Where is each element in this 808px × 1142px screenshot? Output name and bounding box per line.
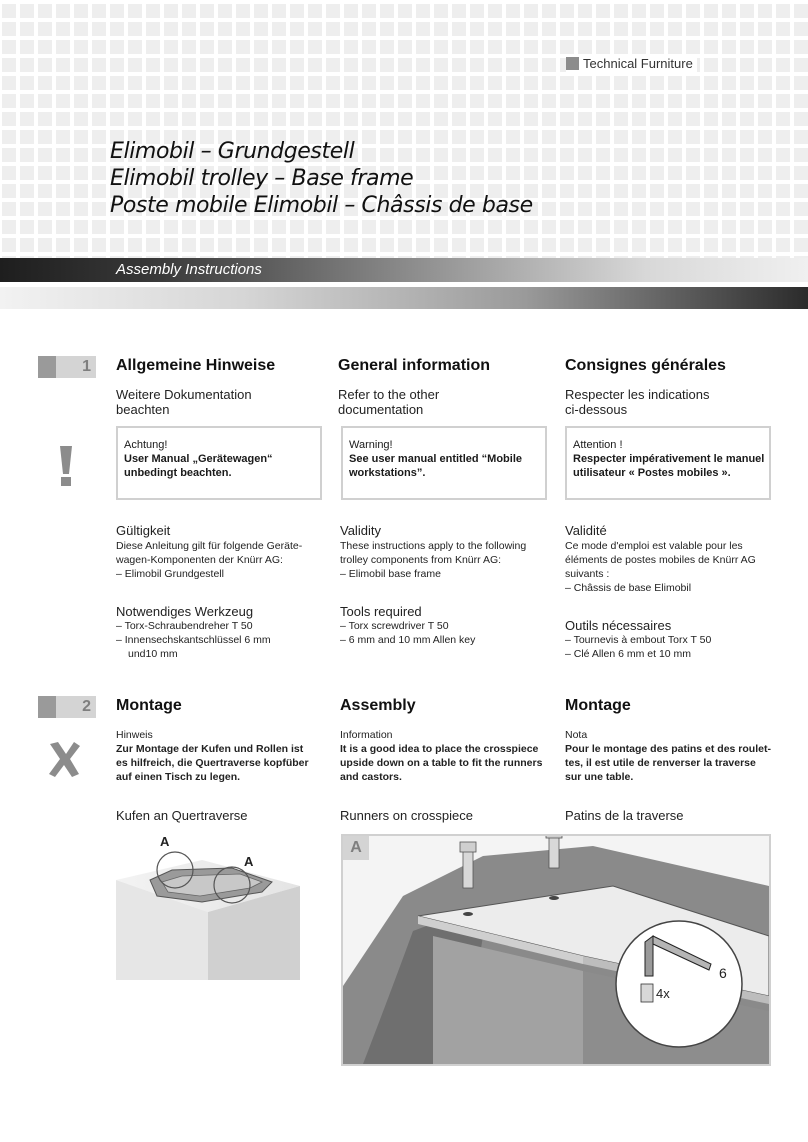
heading-fr-1: Consignes générales	[565, 357, 726, 374]
title-en: Elimobil trolley – Base frame	[110, 166, 414, 191]
heading-en-2: Assembly	[340, 697, 416, 714]
overview-label-a2: A	[244, 854, 254, 869]
validity-item-fr: – Châssis de base Elimobil	[565, 582, 692, 594]
document-titles	[110, 138, 533, 219]
validity-item-en: – Elimobil base frame	[340, 568, 441, 580]
section-number-1-text: 1	[82, 358, 91, 375]
note-text-fr: Pour le montage des patins et des roulet-tes, il est utile de renverser la traverse sur une table.	[565, 743, 771, 783]
validity-block-en	[340, 539, 540, 581]
warning-text-en: See user manual entitled “Mobile workstations”.	[349, 453, 522, 479]
caption-fr: Patins de la traverse	[565, 808, 684, 823]
callout-size: 6	[719, 965, 727, 981]
validity-title-fr: Validité	[565, 523, 607, 538]
caption-de: Kufen an Quertraverse	[116, 808, 248, 823]
note-de	[116, 728, 316, 784]
tools-item-en-1: – Torx screwdriver T 50	[340, 620, 449, 632]
overview-illustration	[112, 830, 302, 980]
tools-item-en-2: – 6 mm and 10 mm Allen key	[340, 634, 476, 646]
warning-label-en: Warning!	[349, 439, 393, 451]
validity-text-en: These instructions apply to the following trolley components from Knürr AG:	[340, 540, 527, 566]
validity-item-de: – Elimobil Grundgestell	[116, 568, 224, 580]
overview-label-a1: A	[160, 834, 170, 849]
callout-qty: 4x	[656, 986, 670, 1001]
warning-text-fr: Respecter impérativement le manuel utilisateur « Postes mobiles ».	[573, 453, 765, 479]
detail-figure-a	[341, 834, 771, 1066]
note-fr	[565, 728, 775, 784]
warning-box-en	[341, 426, 547, 500]
band-label: Assembly Instructions	[116, 261, 262, 278]
tools-list-en	[340, 619, 550, 647]
tools-item-fr-1: – Tournevis à embout Torx T 50	[565, 634, 712, 646]
tools-title-de: Notwendiges Werkzeug	[116, 604, 254, 619]
title-fr: Poste mobile Elimobil – Châssis de base	[110, 193, 533, 218]
note-en	[340, 728, 545, 784]
gradient-band	[0, 287, 808, 309]
detail-tag: A	[343, 836, 369, 860]
tools-title-fr: Outils nécessaires	[565, 618, 672, 633]
tools-title-en: Tools required	[340, 604, 422, 619]
tools-list-de	[116, 619, 286, 661]
tools-item-de-1: – Torx-Schraubendreher T 50	[116, 620, 253, 632]
note-label-de: Hinweis	[116, 729, 153, 741]
assembly-instructions-band	[0, 258, 808, 282]
warning-box-fr	[565, 426, 771, 500]
tools-list-fr	[565, 633, 775, 661]
sub-fr-1: Respecter les indications ci-dessous	[565, 387, 710, 417]
validity-block-de	[116, 539, 316, 581]
brand-text: Technical Furniture	[583, 56, 693, 71]
note-text-de: Zur Montage der Kufen und Rollen ist es hilfreich, die Quertraverse kopfüber auf einen Tisch zu legen.	[116, 743, 309, 783]
sub-en-1: Refer to the other documentation	[338, 387, 440, 417]
cross-icon	[46, 740, 82, 778]
tools-item-de-2: – Innensechskantschlüssel 6 mm und10 mm	[116, 634, 271, 660]
warning-box-de	[116, 426, 322, 500]
tools-item-fr-2: – Clé Allen 6 mm et 10 mm	[565, 648, 692, 660]
validity-block-fr	[565, 539, 765, 595]
note-text-en: It is a good idea to place the crosspiece upside down on a table to fit the runners and castors.	[340, 743, 543, 783]
note-label-en: Information	[340, 729, 393, 741]
grid-pattern	[0, 0, 808, 258]
header-pattern	[0, 0, 808, 258]
brand-label	[566, 54, 697, 73]
caption-en: Runners on crosspiece	[340, 808, 473, 823]
exclamation-icon	[58, 446, 74, 486]
validity-title-en: Validity	[340, 523, 381, 538]
section-number-1	[38, 356, 96, 378]
section-number-2	[38, 696, 96, 718]
warning-label-fr: Attention !	[573, 439, 623, 451]
heading-de-1: Allgemeine Hinweise	[116, 357, 276, 374]
warning-label-de: Achtung!	[124, 439, 168, 451]
section-number-2-text: 2	[82, 698, 91, 715]
heading-fr-2: Montage	[565, 697, 631, 714]
title-de: Elimobil – Grundgestell	[110, 139, 355, 164]
validity-text-fr: Ce mode d'emploi est valable pour les éléments de postes mobiles de Knürr AG suivants :	[565, 540, 756, 580]
brand-square-icon	[566, 57, 579, 70]
heading-de-2: Montage	[116, 697, 182, 714]
heading-en-1: General information	[338, 357, 491, 374]
detail-illustration	[343, 836, 769, 1064]
warning-text-de: User Manual „Gerätewagen“ unbedingt beachten.	[124, 453, 273, 479]
validity-text-de: Diese Anleitung gilt für folgende Geräte-wagen-Komponenten der Knürr AG:	[116, 540, 303, 566]
sub-de-1: Weitere Dokumentation beachten	[116, 387, 252, 417]
validity-title-de: Gültigkeit	[116, 523, 171, 538]
note-label-fr: Nota	[565, 729, 588, 741]
